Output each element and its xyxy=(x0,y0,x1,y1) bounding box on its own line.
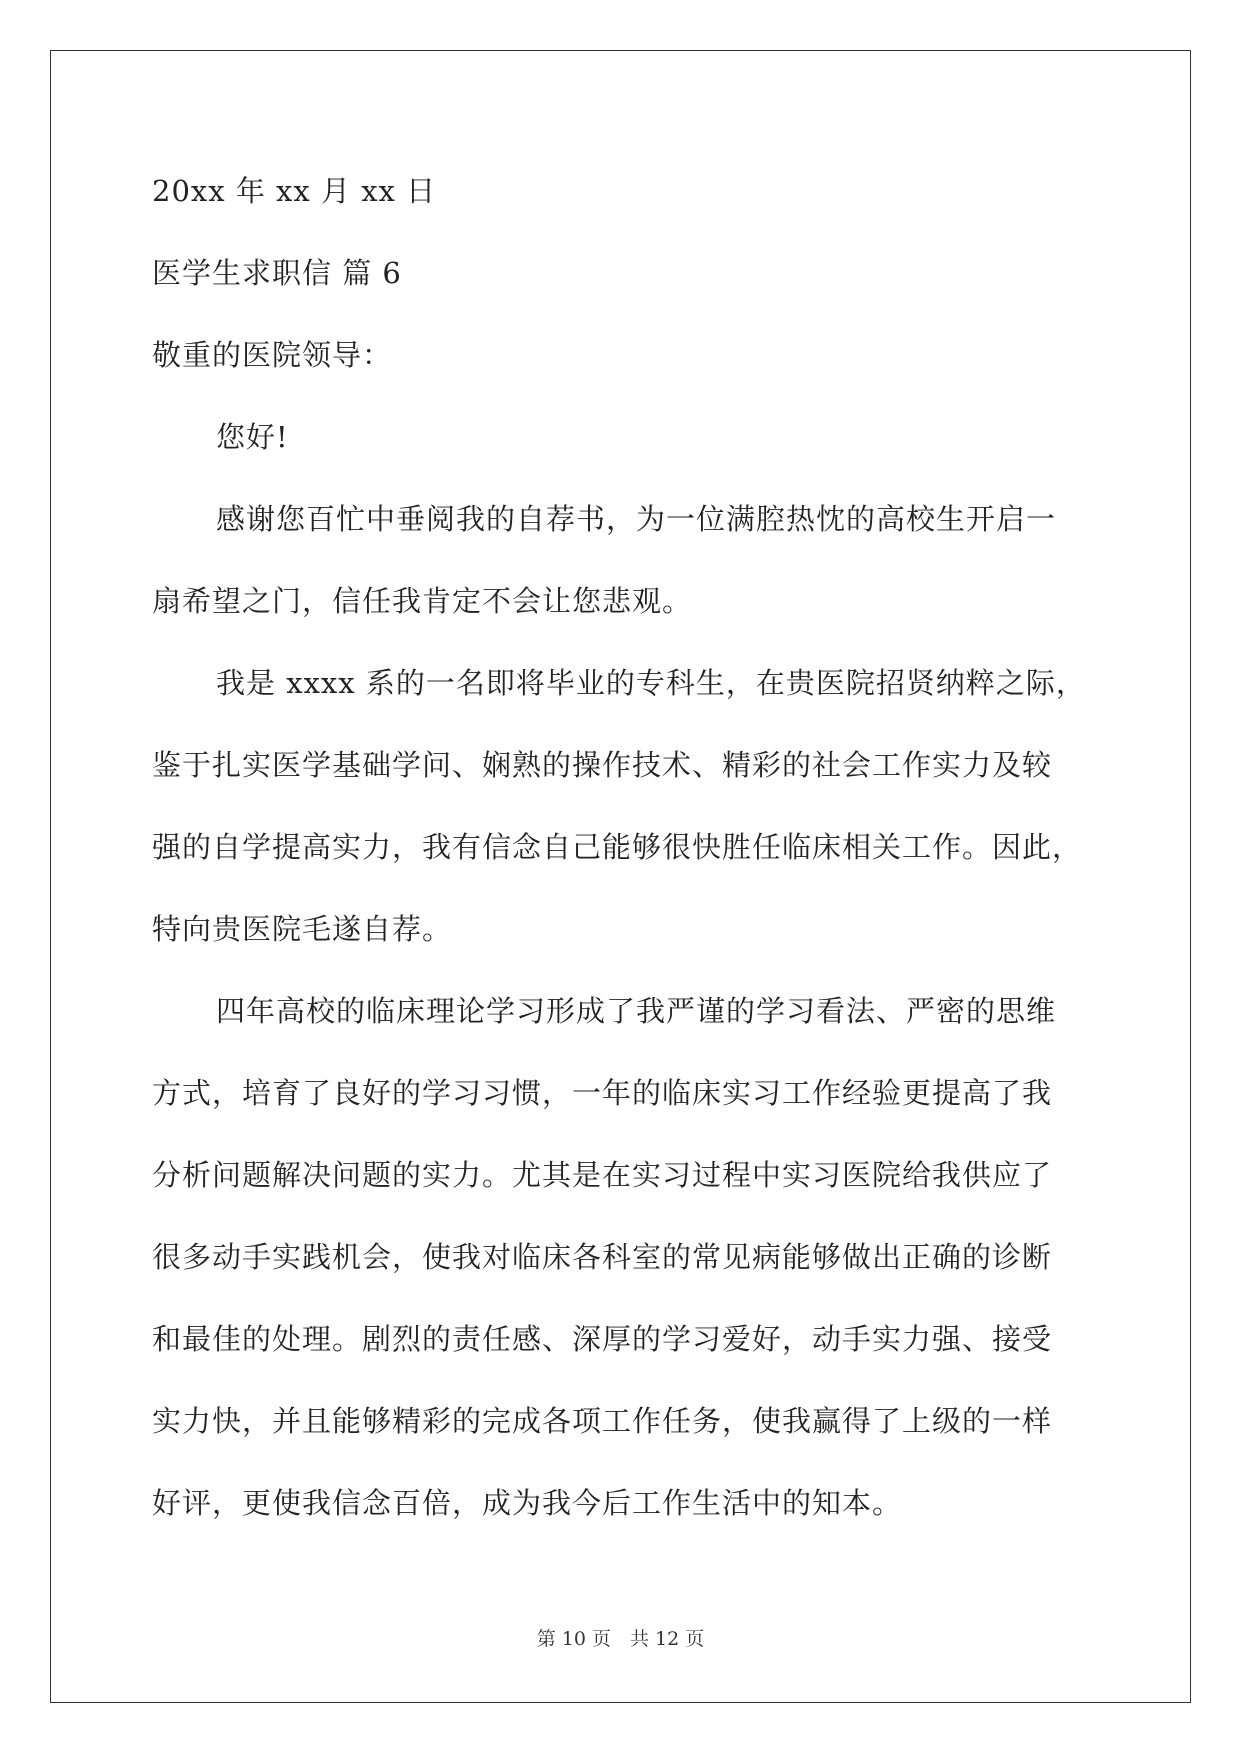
body-text-line: 扇希望之门，信任我肯定不会让您悲观。 xyxy=(152,584,693,618)
body-text-line: 好评，更使我信念百倍，成为我今后工作生活中的知本。 xyxy=(152,1486,903,1520)
greeting: 您好! xyxy=(216,420,289,454)
body-text-line: 四年高校的临床理论学习形成了我严谨的学习看法、严密的思维 xyxy=(216,994,1057,1028)
body-text-line: 分析问题解决问题的实力。尤其是在实习过程中实习医院给我供应了 xyxy=(152,1158,1053,1192)
body-paragraphs xyxy=(152,478,1092,1544)
body-text-line: 方式，培育了良好的学习习惯，一年的临床实习工作经验更提高了我 xyxy=(152,1076,1053,1110)
body-text-line: 很多动手实践机会，使我对临床各科室的常见病能够做出正确的诊断 xyxy=(152,1240,1053,1274)
body-text-line: 实力快，并且能够精彩的完成各项工作任务，使我赢得了上级的一样 xyxy=(152,1404,1053,1438)
salutation: 敬重的医院领导： xyxy=(152,338,393,372)
body-text-line: 和最佳的处理。剧烈的责任感、深厚的学习爱好，动手实力强、接受 xyxy=(152,1322,1053,1356)
body-text-line: 感谢您百忙中垂阅我的自荐书，为一位满腔热忱的高校生开启一 xyxy=(216,502,1057,536)
body-text-line: 特向贵医院毛遂自荐。 xyxy=(152,912,453,946)
page-number-footer: 第 10 页 共 12 页 xyxy=(536,1628,705,1650)
date-line: 20xx 年 xx 月 xx 日 xyxy=(152,174,437,208)
body-text-line: 鉴于扎实医学基础学问、娴熟的操作技术、精彩的社会工作实力及较 xyxy=(152,748,1053,782)
section-title: 医学生求职信 篇 6 xyxy=(152,256,402,290)
letter-body xyxy=(152,150,1092,1544)
body-text-line: 我是 xxxx 系的一名即将毕业的专科生，在贵医院招贤纳粹之际， xyxy=(216,666,1086,700)
body-text-line: 强的自学提高实力，我有信念自己能够很快胜任临床相关工作。因此， xyxy=(152,830,1083,864)
